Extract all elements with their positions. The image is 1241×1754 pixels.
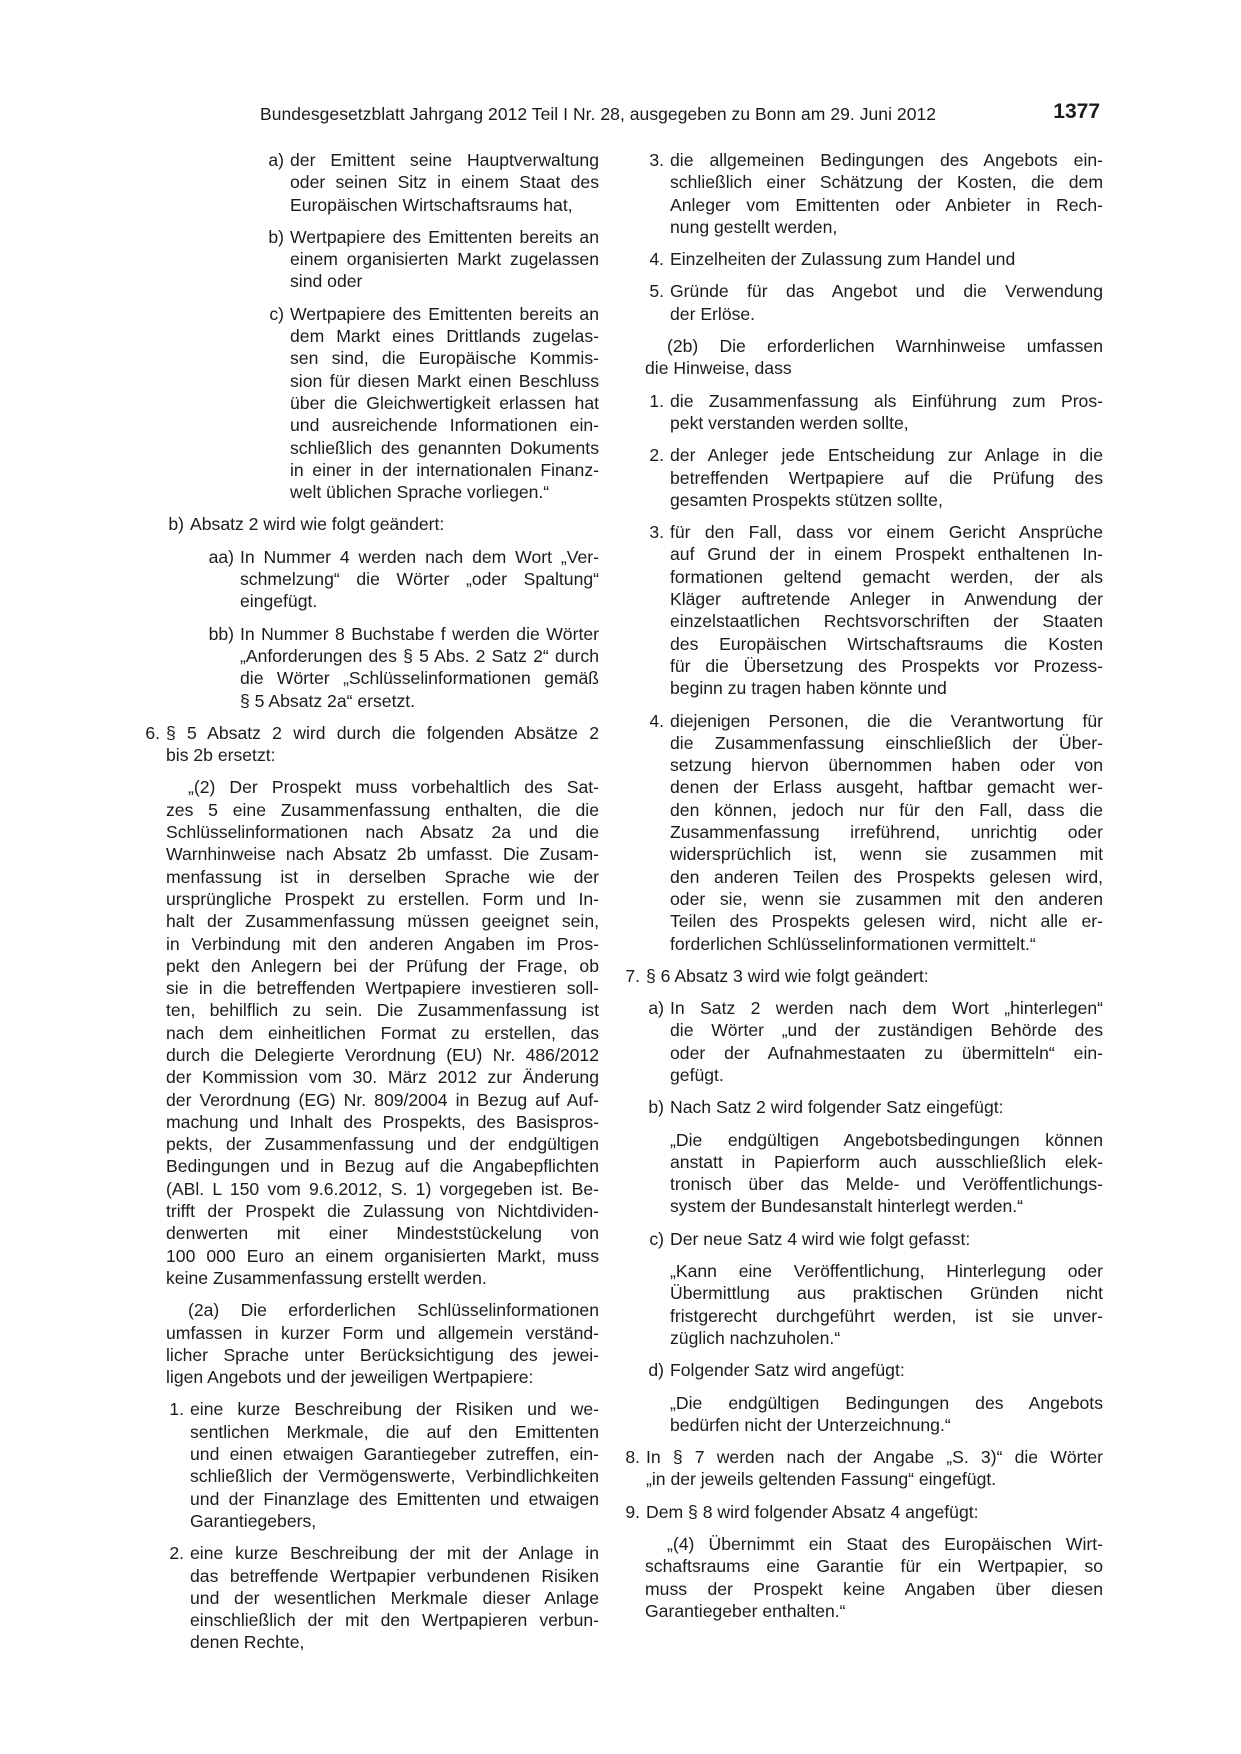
text-line: sen sind, die Europäische Kommis- [290,348,599,369]
text-line: „(4) Übernimmt ein Staat des Europäischen Wirt- [667,1534,1103,1555]
item-label: 2. [169,1543,184,1564]
text-line: keine Zusammenfassung erstellt werden. [166,1267,487,1288]
item-text [646,1501,1103,1523]
text-line: denen der Erlass ausgeht, haftbar gemacht wer- [670,777,1103,798]
text-line: für die Übersetzung des Prospekts vor Prozess- [670,655,1103,676]
text-line: einem organisierten Markt zugelassen [290,249,599,270]
text-line: Bedingungen und in Bezug auf die Angabepflichten [166,1156,599,1177]
text-line: § 5 Absatz 2 wird durch die folgenden Absätze 2 [166,722,599,743]
text-line: menfassung ist in derselben Sprache wie der [166,866,599,887]
paragraph [166,776,599,1289]
item-text [190,1398,599,1532]
text-line: Zusammenfassung irreführend, unrichtig oder [670,822,1103,843]
list-item [645,1096,1103,1118]
text-line: § 6 Absatz 3 wird wie folgt geändert: [646,965,929,986]
text-line: In Nummer 8 Buchstabe f werden die Wörter [240,623,599,644]
text-line: die Wörter „und der zuständigen Behörde des [670,1020,1103,1041]
text-line: für den Fall, dass vor einem Gericht Ansprüche [670,522,1103,543]
item-label: 3. [649,522,664,543]
item-text [670,997,1103,1086]
item-label: b) [168,514,184,535]
item-label: 6. [145,722,160,743]
item-label: c) [269,303,284,324]
text-line: welt üblichen Sprache vorliegen.“ [290,482,550,503]
text-line: (2a) Die erforderlichen Schlüsselinformationen [188,1300,599,1321]
list-item [141,722,599,767]
left-column [141,149,599,1664]
list-item [246,226,599,293]
item-text [670,1359,1103,1381]
item-text [290,226,599,293]
item-text [670,149,1103,238]
list-item [645,149,1103,238]
list-item [645,521,1103,699]
text-line: Nach Satz 2 wird folgender Satz eingefügt: [670,1097,1004,1118]
item-label: 5. [649,281,664,302]
item-text [646,1446,1103,1491]
list-item [621,1446,1103,1491]
item-label: a) [268,150,284,170]
text-line: oder sie, wenn sie zusammen mit den anderen [670,888,1103,909]
list-item [246,303,599,504]
item-text [645,335,1103,380]
text-line: widersprüchlich ist, wenn sie zusammen mit [670,844,1103,865]
text-line: trifft der Prospekt die Zulassung von Nichtdividen- [166,1201,599,1222]
item-label: 3. [649,150,664,170]
text-line: 100 000 Euro an einem organisierten Markt, muss [166,1245,599,1266]
item-label: 9. [625,1501,640,1522]
text-line: Warnhinweise nach Absatz 2b umfasst. Die Zusam- [166,844,599,865]
text-line: Absatz 2 wird wie folgt geändert: [190,514,445,535]
list-item [621,1501,1103,1523]
item-text [190,1542,599,1653]
text-line: pekt verstanden werden sollte, [670,412,909,433]
text-line: setzung hiervon übernommen haben oder von [670,755,1103,776]
text-line: sion für diesen Markt einen Beschluss [290,370,599,391]
page-header [260,100,1100,130]
item-text [645,1533,1103,1622]
text-line: die Hinweise, dass [645,358,792,379]
text-line: tronisch über das Melde- und Veröffentlichungs- [670,1174,1103,1195]
item-text [646,965,1103,987]
list-item [191,546,599,613]
text-line: Einzelheiten der Zulassung zum Handel und [670,249,1016,270]
text-line: Gründe für das Angebot und die Verwendung [670,281,1103,302]
text-line: der Verordnung (EG) Nr. 809/2004 in Bezug auf Auf- [166,1089,599,1110]
text-line: Folgender Satz wird angefügt: [670,1360,905,1381]
text-line: eine kurze Beschreibung der mit der Anlage in [190,1543,599,1564]
item-text [670,1392,1103,1437]
text-line: Wertpapiere des Emittenten bereits an [290,303,599,324]
item-label: b) [268,226,284,247]
list-item [645,710,1103,955]
text-line: „Anforderungen des § 5 Abs. 2 Satz 2“ durch [240,645,599,666]
text-line: licher Sprache unter Berücksichtigung des jewei- [166,1344,599,1365]
text-line: machung und Inhalt des Prospekts, des Basispros- [166,1111,599,1132]
text-line: halt der Zusammenfassung müssen geeignet sein, [166,911,599,932]
item-label: aa) [208,546,234,567]
item-text [670,521,1103,699]
text-line: sentlichen Merkmale, die auf den Emittenten [190,1421,599,1442]
item-text [670,1096,1103,1118]
text-line: die Zusammenfassung einschließlich der Über- [670,732,1103,753]
item-label: d) [648,1360,664,1381]
text-line: In Nummer 4 werden nach dem Wort „Ver- [240,546,599,567]
text-line: § 5 Absatz 2a“ ersetzt. [240,690,416,711]
item-label: a) [648,998,664,1019]
item-text [670,710,1103,955]
text-line: eingefügt. [240,591,318,612]
list-item [246,149,599,216]
text-line: bedürfen nicht der Unterzeichnung.“ [670,1414,951,1435]
text-line: zes 5 eine Zusammenfassung enthalten, die die [166,799,599,820]
item-text [670,1260,1103,1349]
item-label: 7. [625,965,640,986]
item-text [166,1299,599,1388]
text-line: denen Rechte, [190,1632,305,1653]
text-line: ursprüngliche Prospekt zu erstellen. Form und In- [166,888,599,909]
text-line: bis 2b ersetzt: [166,745,276,766]
text-line: über die Gleichwertigkeit erlassen hat [290,392,599,413]
text-line: schaftsraums eine Garantie für ein Wertpapier, so [645,1556,1103,1577]
text-line: muss der Prospekt keine Angaben über diesen [645,1578,1103,1599]
text-line: In Satz 2 werden nach dem Wort „hinterlegen“ [670,998,1103,1019]
text-line: „Die endgültigen Bedingungen des Angebots [670,1392,1103,1413]
text-line: die Zusammenfassung als Einführung zum Pros- [670,390,1103,411]
list-item [159,513,599,535]
text-line: Garantiegeber enthalten.“ [645,1600,846,1621]
text-line: in Verbindung mit den anderen Angaben im Pros- [166,933,599,954]
list-item [645,280,1103,325]
list-item [645,390,1103,435]
page-number: 1377 [1053,100,1100,123]
item-text [670,248,1103,270]
text-line: der Kommission vom 30. März 2012 zur Änderung [166,1067,599,1088]
text-line: Teilen des Prospekts gelesen wird, nicht alle er- [670,911,1103,932]
text-line: Schlüsselinformationen nach Absatz 2a und die [166,822,599,843]
paragraph [645,335,1103,380]
text-line: „Die endgültigen Angebotsbedingungen können [670,1129,1103,1150]
item-text [240,546,599,613]
text-line: züglich nachzuholen.“ [670,1327,841,1348]
paragraph [670,1129,1103,1218]
list-item [141,1398,599,1532]
text-line: gefügt. [670,1064,724,1085]
paragraph [670,1260,1103,1349]
text-line: Europäischen Wirtschaftsraums hat, [290,194,573,215]
item-text [240,623,599,712]
list-item [141,1542,599,1653]
text-line: Dem § 8 wird folgender Absatz 4 angefügt: [646,1501,979,1522]
text-line: diejenigen Personen, die die Verantwortung für [670,710,1103,731]
list-item [645,248,1103,270]
text-line: die allgemeinen Bedingungen des Angebots ein- [670,150,1103,170]
text-line: umfassen in kurzer Form und allgemein verständ- [166,1322,599,1343]
text-line: auf Grund der in einem Prospekt enthaltenen In- [670,544,1103,565]
item-text [290,149,599,216]
text-line: beginn zu tragen haben könnte und [670,678,947,699]
text-line: nach dem einheitlichen Format zu erstellen, das [166,1022,599,1043]
text-line: durch die Delegierte Verordnung (EU) Nr. 486/2012 [166,1044,599,1065]
text-line: formationen geltend gemacht werden, der als [670,566,1103,587]
item-text [670,1129,1103,1218]
list-item [191,623,599,712]
text-line: schließlich einer Schätzung der Kosten, die dem [670,172,1103,193]
text-line: system der Bundesanstalt hinterlegt werden.“ [670,1196,1024,1217]
text-line: und der wesentlichen Merkmale dieser Anlage [190,1587,599,1608]
text-line: einzelstaatlichen Rechtsvorschriften der Staaten [670,611,1103,632]
text-line: in einer in der internationalen Finanz- [290,459,599,480]
text-line: pekt den Anlegern bei der Prüfung der Frage, ob [166,955,599,976]
text-line: schließlich der Vermögenswerte, Verbindlichkeiten [190,1466,599,1487]
item-label: b) [648,1097,664,1118]
text-line: schmelzung“ die Wörter „oder Spaltung“ [240,569,599,590]
text-line: nung gestellt werden, [670,216,838,237]
text-line: anstatt in Papierform auch ausschließlich elek- [670,1151,1103,1172]
text-line: der Anleger jede Entscheidung zur Anlage in die [670,445,1103,466]
text-line: Kläger auftretende Anleger in Anwendung der [670,589,1103,610]
text-line: der Emittent seine Hauptverwaltung [290,150,599,170]
text-line: „(2) Der Prospekt muss vorbehaltlich des Sat- [188,777,599,798]
text-line: der Erlöse. [670,303,756,324]
text-line: schließlich des genannten Dokuments [290,437,599,458]
text-line: „in der jeweils geltenden Fassung“ eingefügt. [646,1469,997,1490]
text-line: In § 7 werden nach der Angabe „S. 3)“ die Wörter [646,1447,1103,1468]
text-line: eine kurze Beschreibung der Risiken und we- [190,1399,599,1420]
text-line: den anderen Teilen des Prospekts gelesen wird, [670,866,1103,887]
item-text [670,390,1103,435]
item-text [166,776,599,1289]
paragraph [166,1299,599,1388]
text-line: und ausreichende Informationen ein- [290,415,599,436]
text-line: (2b) Die erforderlichen Warnhinweise umfassen [667,336,1103,357]
item-label: 1. [649,390,664,411]
text-line: und einen etwaigen Garantiegeber zutreffen, ein- [190,1444,599,1465]
item-text [670,280,1103,325]
item-text [290,303,599,504]
text-line: den können, jedoch nur für den Fall, dass die [670,799,1103,820]
item-label: c) [649,1228,664,1249]
text-line: Übermittlung aus praktischen Gründen nicht [670,1283,1103,1304]
item-label: 4. [649,710,664,731]
text-line: oder seinen Sitz in einem Staat des [290,172,599,193]
text-line: ten, behilflich zu sein. Die Zusammenfassung ist [166,1000,599,1021]
list-item [645,444,1103,511]
list-item [645,1359,1103,1381]
item-text [190,513,599,535]
text-line: ligen Angebots und der jeweiligen Wertpapiere: [166,1367,534,1388]
text-line: des Europäischen Wirtschaftsraums die Kosten [670,633,1103,654]
list-item [621,965,1103,987]
paragraph [645,1533,1103,1622]
text-line: dem Markt eines Drittlands zugelas- [290,326,599,347]
text-line: pekts, der Zusammenfassung und der endgültigen [166,1134,599,1155]
text-line: gesamten Prospekts stützen sollte, [670,489,943,510]
text-line: und der Finanzlage des Emittenten und etwaigen [190,1488,599,1509]
text-line: oder der Aufnahmestaaten zu übermitteln“ ein- [670,1042,1103,1063]
text-line: Anleger vom Emittenten oder Anbieter in Rech- [670,194,1103,215]
text-line: sie in die betreffenden Wertpapiere investieren soll- [166,978,599,999]
item-label: 4. [649,249,664,270]
item-label: 1. [169,1399,184,1420]
item-text [166,722,599,767]
text-line: das betreffende Wertpapier verbundenen Risiken [190,1565,599,1586]
text-line: forderlichen Schlüsselinformationen vermittelt.“ [670,933,1036,954]
text-line: Garantiegebers, [190,1510,317,1531]
item-label: bb) [208,623,234,644]
text-line: betreffenden Wertpapiere auf die Prüfung des [670,467,1103,488]
text-line: sind oder [290,271,363,292]
text-line: denwerten mit einer Mindeststückelung von [166,1223,599,1244]
list-item [645,997,1103,1086]
text-line: Der neue Satz 4 wird wie folgt gefasst: [670,1228,971,1249]
text-line: einschließlich der mit den Wertpapieren verbun- [190,1610,599,1631]
item-text [670,1228,1103,1250]
paragraph [670,1392,1103,1437]
text-line: Wertpapiere des Emittenten bereits an [290,226,599,247]
text-line: die Wörter „Schlüsselinformationen gemäß [240,668,599,689]
text-line: (ABl. L 150 vom 9.6.2012, S. 1) vorgegeben ist. Be- [166,1178,599,1199]
gazette-title: Bundesgesetzblatt Jahrgang 2012 Teil I Nr. 28, ausgegeben zu Bonn am 29. Juni 2012 [260,104,937,124]
item-label: 2. [649,445,664,466]
item-text [670,444,1103,511]
right-column [625,149,1103,1632]
text-line: fristgerecht durchgeführt werden, ist sie unver- [670,1305,1103,1326]
list-item [645,1228,1103,1250]
item-label: 8. [625,1447,640,1468]
text-line: „Kann eine Veröffentlichung, Hinterlegung oder [670,1261,1103,1282]
